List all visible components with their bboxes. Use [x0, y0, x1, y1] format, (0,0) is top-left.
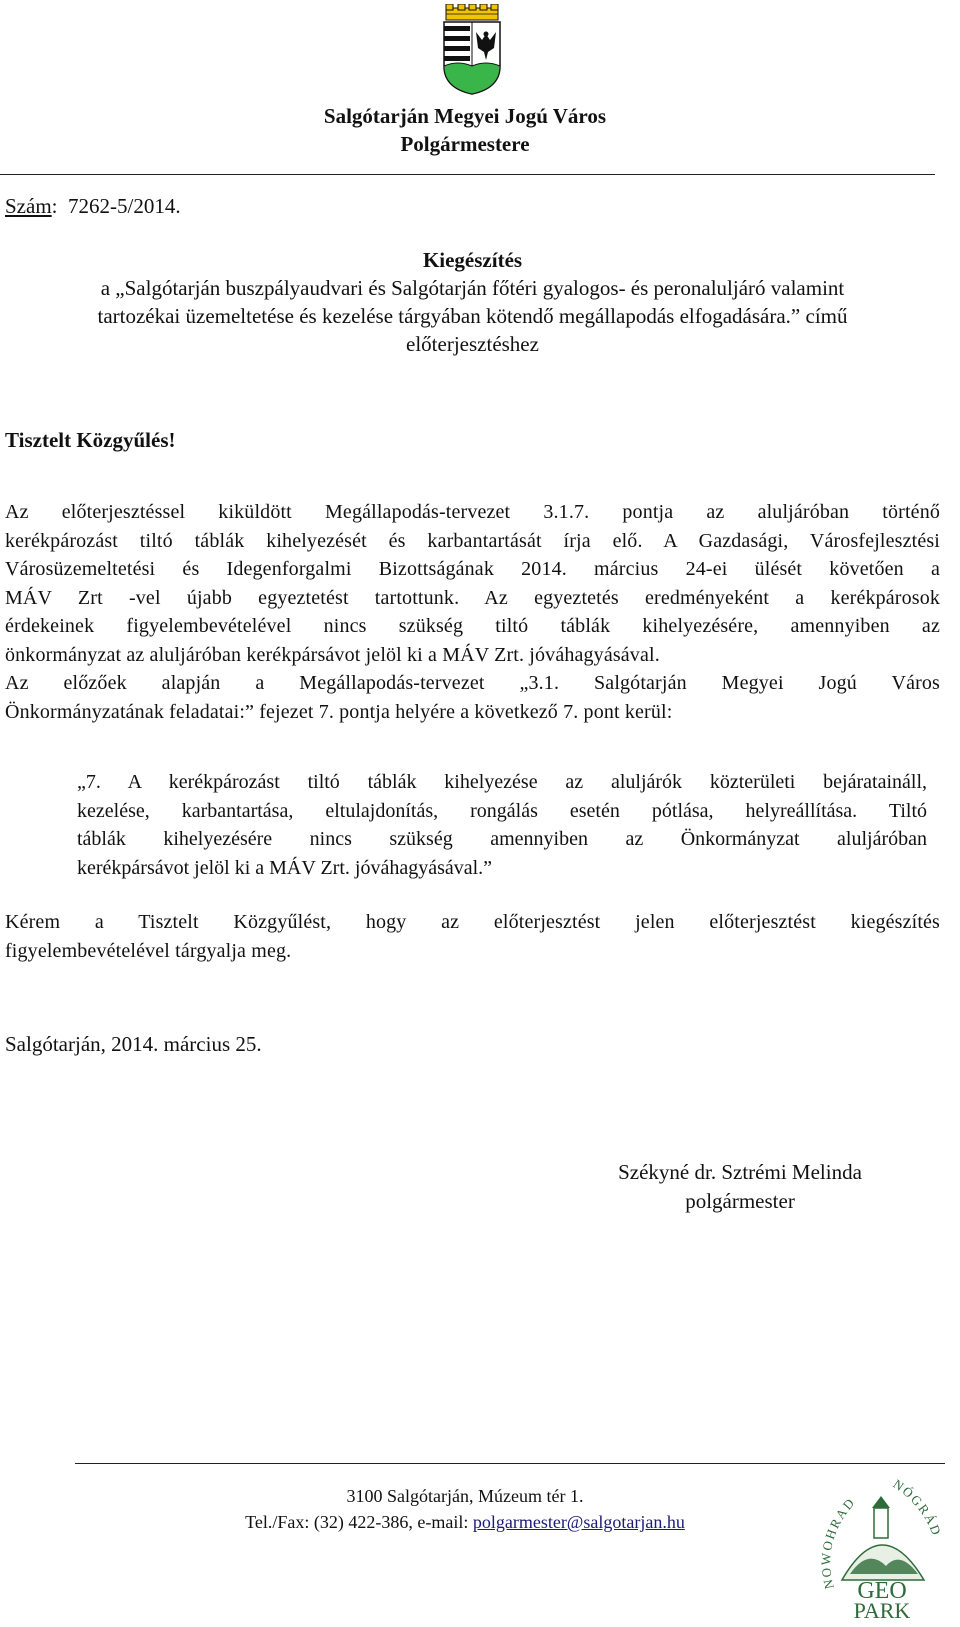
paragraph-2: [5, 908, 940, 965]
geopark-logo-icon: [812, 1470, 952, 1620]
paragraph-1: [5, 498, 940, 726]
subject-title: Kiegészítés: [422, 248, 523, 272]
paragraph-2-line: figyelembevételével tárgyalja meg.: [5, 939, 292, 962]
paragraph-1-line: önkormányzat az aluljáróban kerékpársávot jelöl ki a MÁV Zrt. jóváhagyásával.: [5, 643, 660, 666]
paragraph-1-line: Az előterjesztéssel kiküldött Megállapodás-tervezet 3.1.7. pontja az aluljáróban történő: [5, 501, 940, 523]
paragraph-1-line: Városüzemeltetési és Idegenforgalmi Bizottságának 2014. március 24-ei ülését követően a: [5, 558, 940, 580]
paragraph-1-line: Önkormányzatának feladatai:” fejezet 7. pontja helyére a következő 7. pont kerül:: [5, 700, 673, 723]
reference-label: Szám: [5, 194, 52, 218]
header-divider: [0, 174, 935, 175]
paragraph-1-line: érdekeinek figyelembevételével nincs szükség tiltó táblák kihelyezésére, amennyiben az: [5, 615, 940, 637]
coat-of-arms-icon: [440, 4, 504, 96]
reference-colon: :: [51, 194, 58, 218]
quote-line: kezelése, karbantartása, eltulajdonítás, rongálás esetén pótlása, helyreállítása. Tiltó: [77, 799, 927, 822]
svg-text:NÓGRÁD: [890, 1476, 944, 1539]
city-name: Salgótarján Megyei Jogú Város: [323, 104, 607, 128]
reference-value: 7262-5/2014.: [68, 194, 181, 218]
paragraph-1-line: Az előzőek alapján a Megállapodás-tervezet „3.1. Salgótarján Megyei Jogú Város: [5, 672, 940, 694]
footer-email-link[interactable]: polgarmester@salgotarjan.hu: [472, 1512, 685, 1532]
quote-line: „7. A kerékpározást tiltó táblák kihelyezése az aluljárók közterületi bejárataináll,: [77, 771, 927, 793]
reference-number: [5, 194, 181, 219]
geopark-text-left: NOWOHRAD: [818, 1494, 859, 1591]
paragraph-1-line: MÁV Zrt -vel újabb egyeztetést tartottunk. Az egyeztetés eredményeként a kerékpárosok: [5, 586, 940, 609]
footer-divider: [75, 1463, 945, 1464]
office-name: Polgármestere: [400, 132, 530, 156]
paragraph-1-line: kerékpározást tiltó táblák kihelyezését és karbantartását írja elő. A Gazdasági, Városfejlesztési: [5, 529, 940, 552]
paragraph-2-line: Kérem a Tisztelt Közgyűlést, hogy az előterjesztést jelen előterjesztést kiegészítés: [5, 911, 940, 933]
signer-title: polgármester: [685, 1189, 795, 1213]
geopark-text-right: NÓGRÁD: [890, 1476, 945, 1539]
footer-contact: [150, 1512, 780, 1533]
date-line: Salgótarján, 2014. március 25.: [5, 1032, 262, 1056]
subject-line-3: előterjesztéshez: [406, 332, 539, 356]
geopark-text-geo: GEO: [857, 1578, 907, 1604]
quote-line: kerékpársávot jelöl ki a MÁV Zrt. jóváhagyásával.”: [77, 856, 493, 879]
footer-contact-prefix: Tel./Fax: (32) 422-386, e-mail:: [245, 1512, 473, 1532]
signer-name: Székyné dr. Sztrémi Melinda: [618, 1160, 862, 1184]
footer-address: 3100 Salgótarján, Múzeum tér 1.: [346, 1486, 584, 1506]
quote-line: táblák kihelyezésére nincs szükség amennyiben az Önkormányzat aluljáróban: [77, 828, 927, 850]
salutation: Tisztelt Közgyűlés!: [5, 428, 176, 452]
signature-block: [590, 1158, 890, 1216]
subject-line-1: a „Salgótarján buszpályaudvari és Salgótarján főtéri gyalogos- és peronaluljáró valamint: [100, 276, 845, 300]
amendment-quote: [77, 768, 927, 882]
geopark-text-park: PARK: [853, 1598, 911, 1620]
subject-line-2: tartozékai üzemeltetése és kezelése tárgyában kötendő megállapodás elfogadására.” című: [97, 304, 848, 328]
